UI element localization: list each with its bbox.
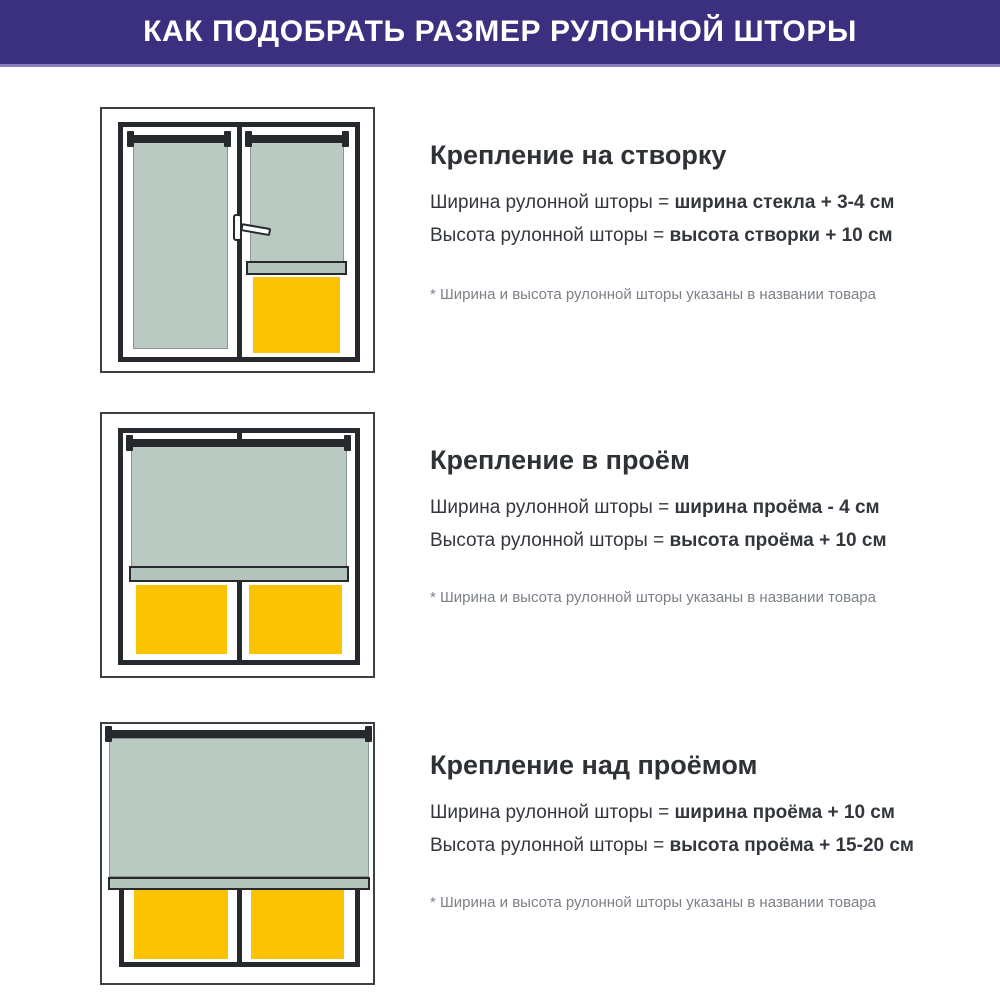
glass-pane — [134, 890, 228, 959]
formula-width — [430, 802, 895, 824]
formula-height-label: Высота рулонной шторы = — [430, 835, 670, 856]
window-mullion — [237, 122, 242, 362]
formula-height-value: высота проёма + 10 см — [669, 530, 887, 551]
roller-bottom-bar — [108, 877, 370, 890]
formula-width-label: Ширина рулонной шторы = — [430, 802, 675, 823]
window-diagram-mount-on-sash — [100, 107, 375, 373]
roller-blind-fabric — [109, 738, 369, 877]
formula-width-value: ширина проёма + 10 см — [674, 802, 895, 823]
roller-rod — [247, 135, 348, 143]
footnote: * Ширина и высота рулонной шторы указаны в названии товара — [430, 589, 876, 606]
section-heading: Крепление над проёмом — [430, 750, 758, 780]
glass-pane — [251, 890, 344, 959]
glass-pane — [249, 585, 342, 654]
formula-height — [430, 835, 914, 857]
roller-rod — [129, 135, 230, 143]
roller-blind-fabric — [131, 446, 347, 567]
formula-height-value: высота проёма + 15-20 см — [669, 835, 914, 856]
page-title: КАК ПОДОБРАТЬ РАЗМЕР РУЛОННОЙ ШТОРЫ — [143, 15, 857, 48]
roller-bottom-bar — [246, 261, 347, 275]
window-diagram-mount-above-opening — [100, 722, 375, 985]
formula-width-value: ширина стекла + 3-4 см — [674, 192, 895, 213]
formula-width — [430, 192, 894, 214]
roller-rod — [128, 439, 350, 447]
window-diagram-mount-in-opening — [100, 412, 375, 678]
section-heading: Крепление в проём — [430, 445, 690, 475]
formula-width-label: Ширина рулонной шторы = — [430, 192, 675, 213]
formula-height — [430, 225, 893, 247]
glass-pane — [136, 585, 227, 654]
header-banner — [0, 0, 1000, 67]
roller-blind-fabric — [250, 142, 344, 262]
roller-bottom-bar — [129, 566, 349, 582]
formula-width-label: Ширина рулонной шторы = — [430, 497, 675, 518]
formula-height-label: Высота рулонной шторы = — [430, 225, 670, 246]
formula-height-label: Высота рулонной шторы = — [430, 530, 670, 551]
formula-height — [430, 530, 887, 552]
footnote: * Ширина и высота рулонной шторы указаны в названии товара — [430, 894, 876, 911]
formula-height-value: высота створки + 10 см — [669, 225, 893, 246]
roller-blind-fabric — [133, 142, 228, 349]
formula-width — [430, 497, 880, 519]
roller-rod — [107, 730, 371, 738]
section-heading: Крепление на створку — [430, 140, 727, 170]
glass-pane — [253, 277, 340, 353]
formula-width-value: ширина проёма - 4 см — [674, 497, 880, 518]
footnote: * Ширина и высота рулонной шторы указаны в названии товара — [430, 286, 876, 303]
